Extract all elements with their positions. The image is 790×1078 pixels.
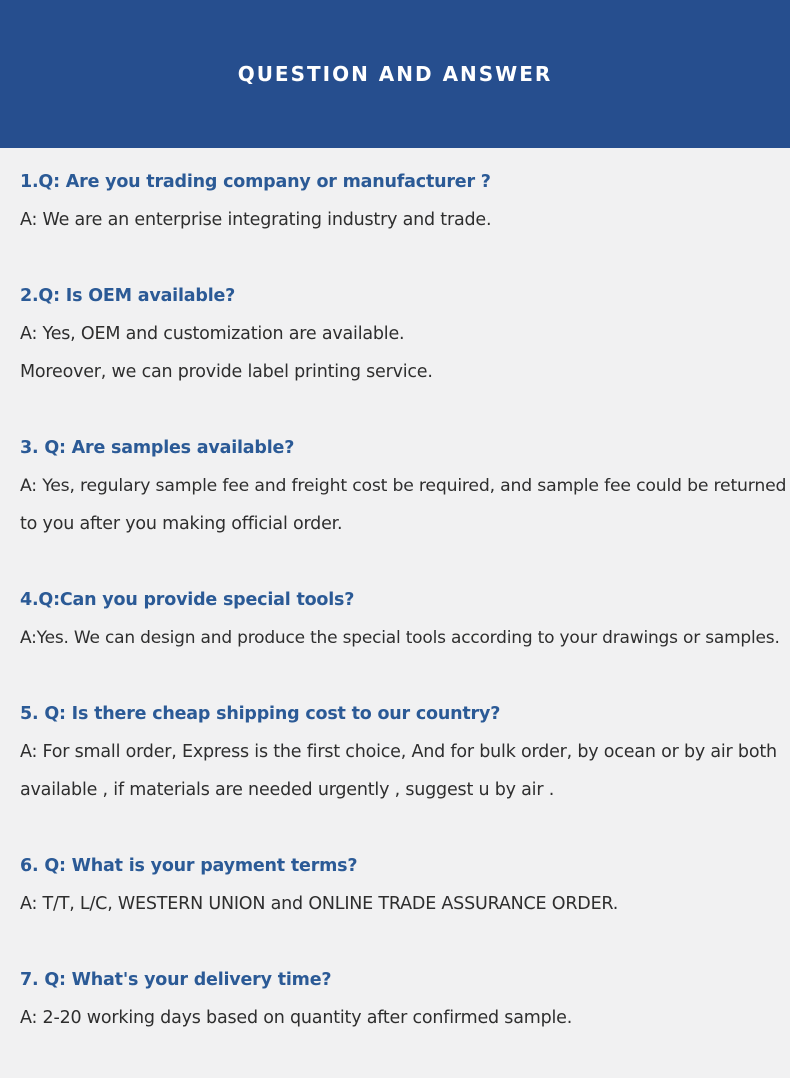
faq-question: 7. Q: What's your delivery time? — [20, 970, 332, 990]
faq-answer-line: to you after you making official order. — [20, 514, 343, 534]
faq-answer — [20, 619, 788, 657]
faq-answer — [20, 201, 788, 239]
faq-answer — [20, 733, 788, 809]
faq-question: 5. Q: Is there cheap shipping cost to our country? — [20, 704, 501, 724]
faq-list — [20, 163, 788, 1037]
faq-item-7 — [20, 961, 788, 1037]
faq-answer — [20, 315, 788, 391]
faq-answer-line: available , if materials are needed urgently , suggest u by air . — [20, 780, 555, 800]
faq-answer-line: A: T/T, L/C, WESTERN UNION and ONLINE TRADE ASSURANCE ORDER. — [20, 894, 619, 914]
faq-item-2 — [20, 277, 788, 391]
header-banner — [0, 0, 790, 148]
faq-question: 3. Q: Are samples available? — [20, 438, 295, 458]
faq-answer — [20, 885, 788, 923]
faq-answer-line: A: 2-20 working days based on quantity after confirmed sample. — [20, 1008, 573, 1028]
faq-item-4 — [20, 581, 788, 657]
faq-item-1 — [20, 163, 788, 239]
faq-answer-line: A: For small order, Express is the first choice, And for bulk order, by ocean or by air both — [20, 742, 777, 762]
faq-question: 2.Q: Is OEM available? — [20, 286, 236, 306]
faq-item-6 — [20, 847, 788, 923]
faq-answer-line: A: Yes, regulary sample fee and freight cost be required, and sample fee could be returned — [20, 476, 787, 496]
faq-answer-line: A:Yes. We can design and produce the special tools according to your drawings or samples. — [20, 628, 780, 648]
faq-answer — [20, 999, 788, 1037]
page-title: QUESTION AND ANSWER — [237, 62, 553, 86]
faq-question: 6. Q: What is your payment terms? — [20, 856, 358, 876]
faq-answer-line: A: Yes, OEM and customization are available. — [20, 324, 405, 344]
faq-answer-line: A: We are an enterprise integrating industry and trade. — [20, 210, 492, 230]
faq-answer — [20, 467, 788, 543]
faq-item-3 — [20, 429, 788, 543]
faq-item-5 — [20, 695, 788, 809]
faq-question: 4.Q:Can you provide special tools? — [20, 590, 355, 610]
faq-answer-line: Moreover, we can provide label printing service. — [20, 362, 433, 382]
faq-question: 1.Q: Are you trading company or manufacturer ? — [20, 172, 491, 192]
